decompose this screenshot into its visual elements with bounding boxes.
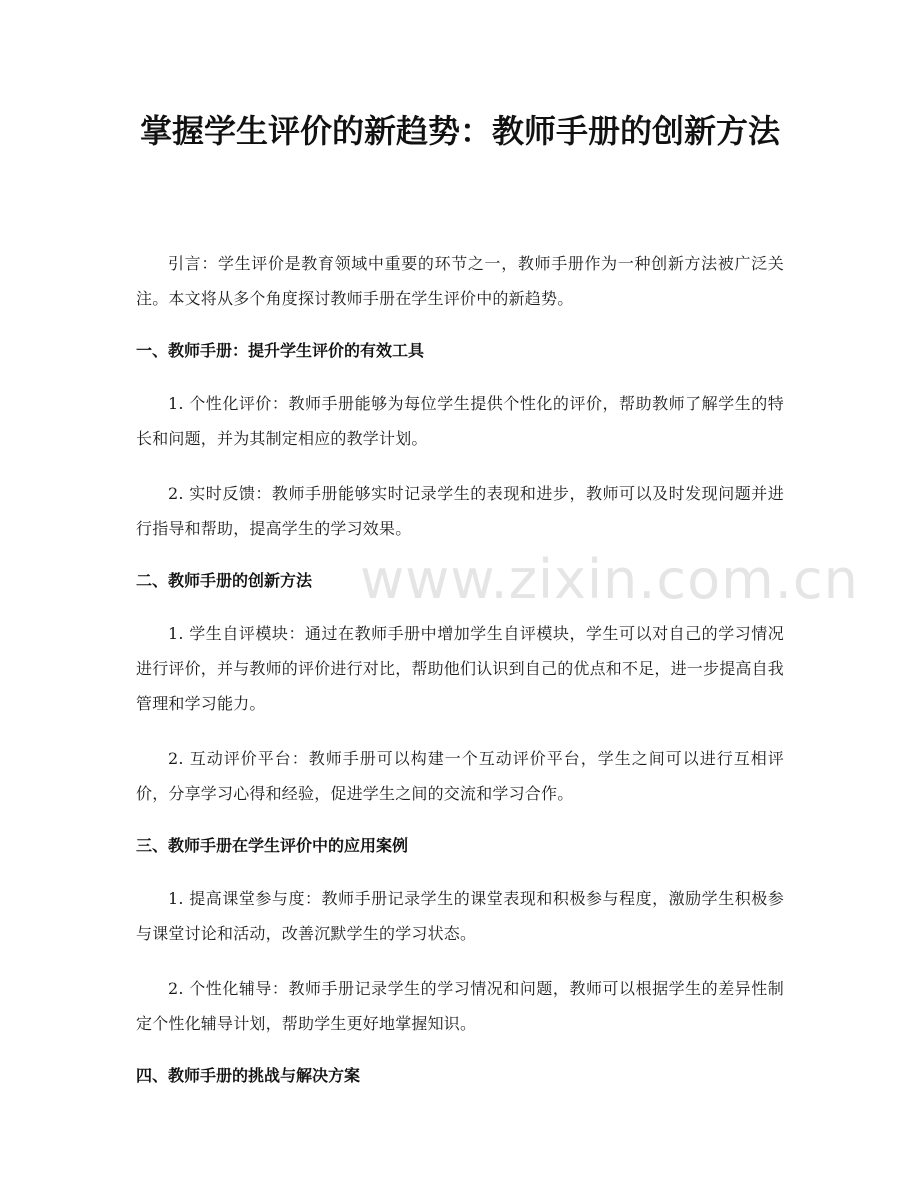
section-2-item-2: 2. 互动评价平台：教师手册可以构建一个互动评价平台，学生之间可以进行互相评价，分享学习心得和经验，促进学生之间的交流和学习合作。 <box>136 749 784 803</box>
watermark: www.zixin.com.cn <box>360 548 859 611</box>
section-heading-2: 二、教师手册的创新方法 <box>136 571 313 590</box>
document-title: 掌握学生评价的新趋势：教师手册的创新方法 <box>139 112 780 150</box>
document-body <box>136 246 784 1111</box>
section-heading-1: 一、教师手册：提升学生评价的有效工具 <box>136 341 425 360</box>
section-1-item-1: 1. 个性化评价：教师手册能够为每位学生提供个性化的评价，帮助教师了解学生的特长和问题，并为其制定相应的教学计划。 <box>136 394 784 448</box>
section-1-item-2: 2. 实时反馈：教师手册能够实时记录学生的表现和进步，教师可以及时发现问题并进行指导和帮助，提高学生的学习效果。 <box>136 484 784 538</box>
intro-paragraph: 引言：学生评价是教育领域中重要的环节之一，教师手册作为一种创新方法被广泛关注。本文将从多个角度探讨教师手册在学生评价中的新趋势。 <box>136 254 784 308</box>
section-2-item-1: 1. 学生自评模块：通过在教师手册中增加学生自评模块，学生可以对自己的学习情况进行评价，并与教师的评价进行对比，帮助他们认识到自己的优点和不足，进一步提高自我管理和学习能力。 <box>136 624 785 713</box>
section-3-item-1: 1. 提高课堂参与度：教师手册记录学生的课堂表现和积极参与程度，激励学生积极参与课堂讨论和活动，改善沉默学生的学习状态。 <box>136 889 784 943</box>
section-3-item-2: 2. 个性化辅导：教师手册记录学生的学习情况和问题，教师可以根据学生的差异性制定个性化辅导计划，帮助学生更好地掌握知识。 <box>136 979 784 1033</box>
section-heading-4: 四、教师手册的挑战与解决方案 <box>136 1066 361 1085</box>
section-heading-3: 三、教师手册在学生评价中的应用案例 <box>136 836 409 855</box>
